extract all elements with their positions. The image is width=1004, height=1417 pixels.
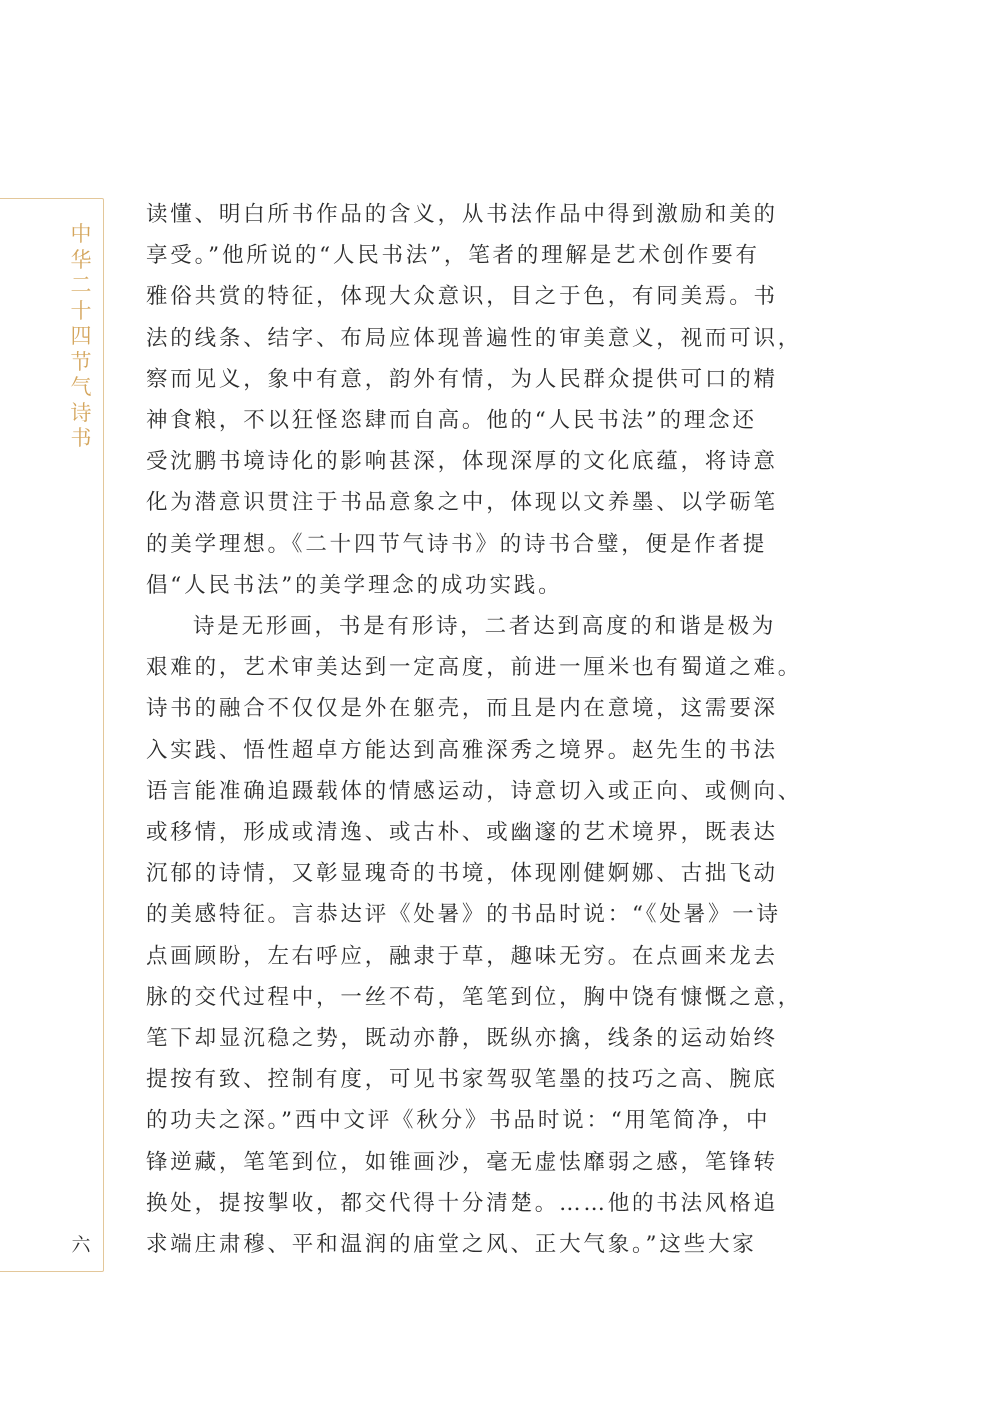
text-line: 读懂、明白所书作品的含义，从书法作品中得到激励和美的 [146,202,778,227]
text-line: 倡“人民书法”的美学理念的成功实践。 [146,572,563,598]
text-line: 换处，提按掣收，都交代得十分清楚。……他的书法风格追 [146,1190,778,1216]
text-line: 享受。”他所说的“人民书法”，笔者的理解是艺术创作要有 [146,243,760,269]
book-title-char: 十 [70,298,92,323]
text-line: 笔下却显沉稳之势，既动亦静，既纵亦擒，线条的运动始终 [146,1026,778,1052]
text-line: 提按有致、控制有度，可见书家驾驭笔墨的技巧之高、腕底 [146,1067,778,1093]
book-title-char: 诗 [70,400,92,425]
book-title-char: 华 [70,247,92,272]
text-line: 求端庄肃穆、平和温润的庙堂之风、正大气象。”这些大家 [146,1232,757,1258]
text-line: 化为潜意识贯注于书品意象之中，体现以文养墨、以学砺笔 [146,490,778,516]
text-line: 诗书的融合不仅仅是外在躯壳，而且是内在意境，这需要深 [146,696,778,722]
text-line: 神食粮，不以狂怪恣肆而自高。他的“人民书法”的理念还 [146,408,757,434]
book-title-char: 四 [70,324,92,348]
text-line: 察而见义，象中有意，韵外有情，为人民群众提供可口的精 [146,366,778,392]
text-line: 的美感特征。言恭达评《处暑》的书品时说：“《处暑》一诗 [146,902,781,928]
text-line: 法的线条、结字、布局应体现普遍性的审美意义，视而可识， [146,325,803,351]
paragraph-first-line: 诗是无形画，书是有形诗，二者达到高度的和谐是极为 [193,614,777,640]
book-title-char: 二 [70,273,92,297]
book-title-char: 书 [70,426,92,450]
text-line: 的美学理想。《二十四节气诗书》的诗书合璧，便是作者提 [146,531,768,557]
text-line: 沉郁的诗情，又彰显瑰奇的书境，体现刚健婀娜、古拙飞动 [146,861,778,887]
text-line: 锋逆藏，笔笔到位，如锥画沙，毫无虚怯靡弱之感，笔锋转 [146,1149,778,1175]
page-number: 六 [71,1234,91,1256]
text-line: 点画顾盼，左右呼应，融隶于草，趣味无穷。在点画来龙去 [146,943,778,969]
text-line: 入实践、悟性超卓方能达到高雅深秀之境界。赵先生的书法 [146,737,778,763]
text-line: 雅俗共赏的特征，体现大众意识，目之于色，有同美焉。书 [146,284,778,310]
text-line: 的功夫之深。”西中文评《秋分》书品时说：“用笔简净，中 [146,1108,771,1134]
text-line: 艰难的，艺术审美达到一定高度，前进一厘米也有蜀道之难。 [146,655,803,681]
book-title-char: 节 [70,349,92,374]
text-line: 语言能准确追蹑载体的情感运动，诗意切入或正向、或侧向、 [146,778,803,804]
book-title-vertical [68,222,94,452]
text-line: 受沈鹏书境诗化的影响甚深，体现深厚的文化底蕴，将诗意 [146,449,778,475]
text-line: 或移情，形成或清逸、或古朴、或幽邃的艺术境界，既表达 [146,820,778,846]
book-title-char: 中 [70,222,92,246]
body-text [146,194,803,1265]
text-line: 脉的交代过程中，一丝不苟，笔笔到位，胸中饶有慷慨之意， [146,984,803,1010]
book-title-char: 气 [70,375,92,399]
